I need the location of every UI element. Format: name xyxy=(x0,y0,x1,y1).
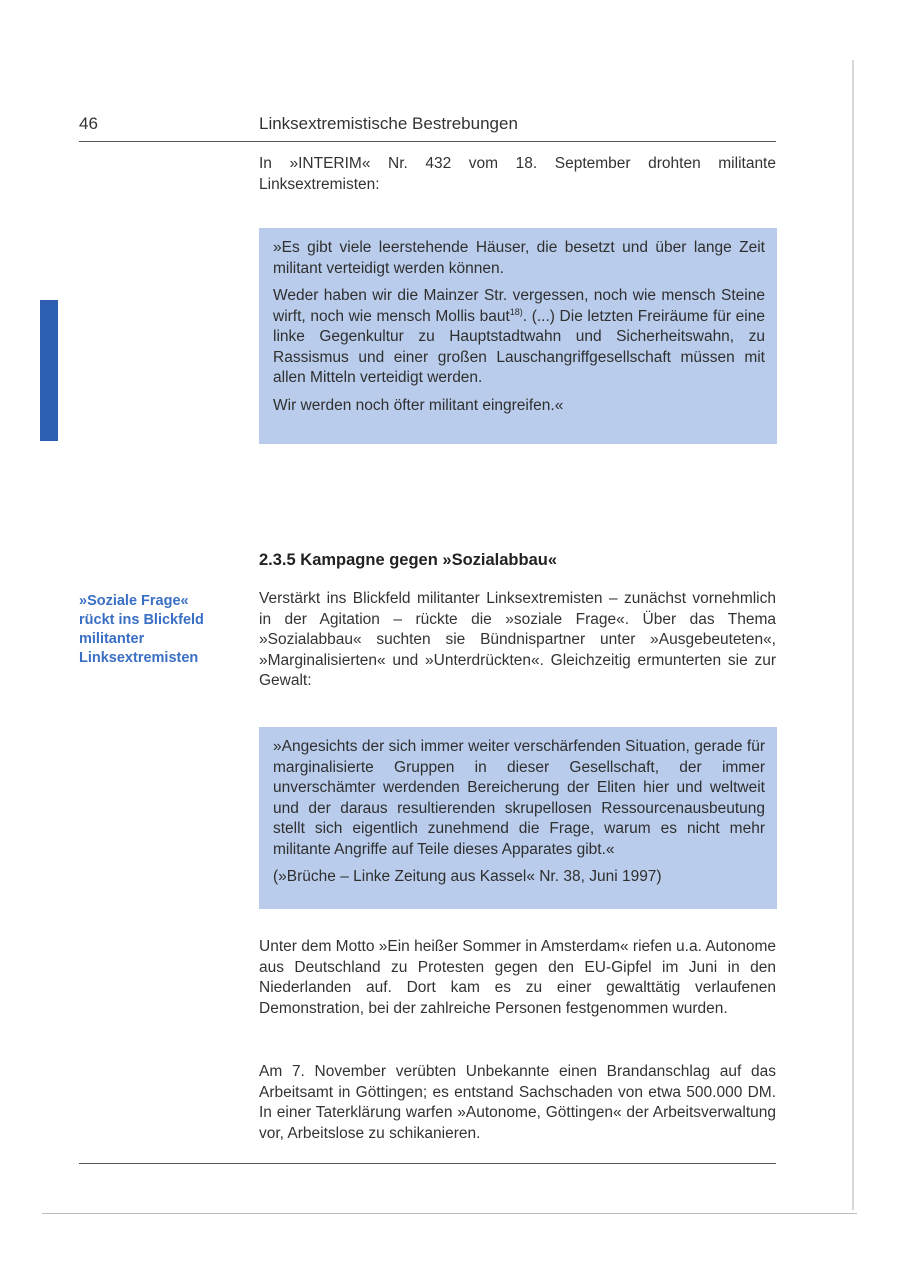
header-rule xyxy=(79,141,776,142)
footnote-marker: 18) xyxy=(509,306,523,317)
quote-box-brueche xyxy=(259,727,777,909)
scan-edge-line xyxy=(42,1213,857,1214)
quote-text: Weder haben wir die Mainzer Str. vergessen, noch wie mensch Steine wirft, noch wie mensch Mollis baut xyxy=(273,287,765,325)
quote-source: (»Brüche – Linke Zeitung aus Kassel« Nr. 38, Juni 1997) xyxy=(273,868,662,885)
quote-text: . (...) Die letzten Freiräume für eine linke Gegenkultur zu Hauptstadtwahn und Sicherheitswahn, zu Rassismus und einer großen Lauschangriffgesellschaft müssen mit allen Mitteln verteidigt werden. xyxy=(273,307,765,386)
page-number: 46 xyxy=(79,114,98,133)
quote-paragraph: »Angesichts der sich immer weiter verschärfenden Situation, gerade für marginalisierte Gruppen in dieser Gesellschaft, der immer unverschämter werdenden Bereicherung der Eliten hier und weltweit und der daraus resultierenden skrupellosen Ressourcenausbeutung stellt sich eigentlich zunehmend die Frage, warum es nicht mehr militante Angriffe auf Teile dieses Apparates gibt.« xyxy=(273,738,765,858)
section-heading: 2.3.5 Kampagne gegen »Sozialabbau« xyxy=(259,551,558,569)
margin-note xyxy=(79,592,239,668)
running-header: Linksextremistische Bestrebungen xyxy=(259,114,518,133)
quote-paragraph: »Es gibt viele leerstehende Häuser, die besetzt und über lange Zeit militant verteidigt werden können. xyxy=(273,239,765,277)
margin-note-line: rückt ins Blickfeld xyxy=(79,612,204,628)
margin-marker-bar xyxy=(40,300,58,441)
margin-note-line: militanter xyxy=(79,631,145,647)
quote-box-interim xyxy=(259,228,777,444)
footer-rule xyxy=(79,1163,776,1164)
quote-paragraph: Wir werden noch öfter militant eingreifen.« xyxy=(273,396,564,414)
margin-note-line: »Soziale Frage« xyxy=(79,593,189,609)
body-paragraph: Unter dem Motto »Ein heißer Sommer in Amsterdam« riefen u.a. Autonome aus Deutschland zu Protesten gegen den EU-Gipfel im Juni in den Niederlanden auf. Dort kam es zu einer gewalttätig verlaufenen Demonstration, bei der zahlreiche Personen festgenommen wurden. xyxy=(259,938,776,1017)
intro-paragraph: In »INTERIM« Nr. 432 vom 18. September drohten militante Linksextremisten: xyxy=(259,155,776,193)
body-paragraph: Verstärkt ins Blickfeld militanter Linksextremisten – zunächst vornehmlich in der Agitation – rückte die »soziale Frage«. Über das Thema »Sozialabbau« suchten sie Bündnispartner unter »Ausgebeuteten«, »Marginalisierten« und »Unterdrückten«. Gleichzeitig ermunterten sie zur Gewalt: xyxy=(259,590,776,689)
margin-note-line: Linksextremisten xyxy=(79,650,199,666)
page-edge xyxy=(852,60,854,1210)
quote-paragraph xyxy=(273,286,765,389)
body-paragraph: Am 7. November verübten Unbekannte einen Brandanschlag auf das Arbeitsamt in Göttingen; es entstand Sachschaden von etwa 500.000 DM. In einer Taterklärung warfen »Autonome, Göttingen« der Arbeitsverwaltung vor, Arbeitslose zu schikanieren. xyxy=(259,1063,776,1142)
